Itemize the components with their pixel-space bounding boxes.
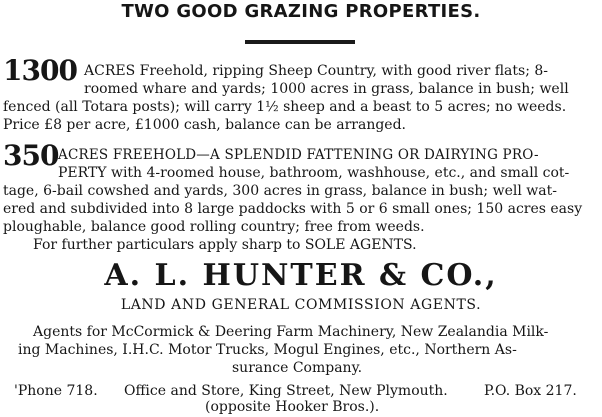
property2-acres-number: 350 <box>3 139 59 172</box>
property1-acres-number: 1300 <box>3 54 77 87</box>
agency-line-2: ing Machines, I.H.C. Motor Trucks, Mogul Engines, etc., Northern As- <box>18 342 517 358</box>
heading-divider-rule <box>245 40 355 44</box>
property2-line-1: ACRES FREEHOLD—A SPLENDID FATTENING OR DAIRYING PRO- <box>58 147 539 163</box>
advertisement-heading: TWO GOOD GRAZING PROPERTIES. <box>121 1 481 22</box>
property1-line-1: ACRES Freehold, ripping Sheep Country, with good river flats; 8- <box>84 63 549 79</box>
agent-name: A. L. HUNTER & CO., <box>104 258 498 293</box>
agent-po-box: P.O. Box 217. <box>484 383 577 399</box>
agent-tagline: LAND AND GENERAL COMMISSION AGENTS. <box>120 297 482 313</box>
further-particulars: For further particulars apply sharp to SOLE AGENTS. <box>33 237 417 253</box>
property2-line-4: ered and subdivided into 8 large paddocks with 5 or 6 small ones; 150 acres easy <box>3 201 583 217</box>
property1-line-3: fenced (all Totara posts); will carry 1½ sheep and a beast to 5 acres; no weeds. <box>3 99 567 115</box>
property2-line-2: PERTY with 4-roomed house, bathroom, washhouse, etc., and small cot- <box>58 165 570 181</box>
property2-line-3: tage, 6-bail cowshed and yards, 300 acres in grass, balance in bush; well wat- <box>3 183 557 199</box>
property1-line-2: roomed whare and yards; 1000 acres in grass, balance in bush; well <box>84 81 569 97</box>
property1-line-4: Price £8 per acre, £1000 cash, balance can be arranged. <box>3 117 406 133</box>
agent-opposite-note: (opposite Hooker Bros.). <box>205 399 380 415</box>
agent-phone: 'Phone 718. <box>14 383 98 399</box>
agent-office-address: Office and Store, King Street, New Plymouth. <box>124 383 448 399</box>
agency-line-3: surance Company. <box>232 360 363 376</box>
agency-line-1: Agents for McCormick & Deering Farm Machinery, New Zealandia Milk- <box>33 324 549 340</box>
property2-line-5: ploughable, balance good rolling country; free from weeds. <box>3 219 425 235</box>
